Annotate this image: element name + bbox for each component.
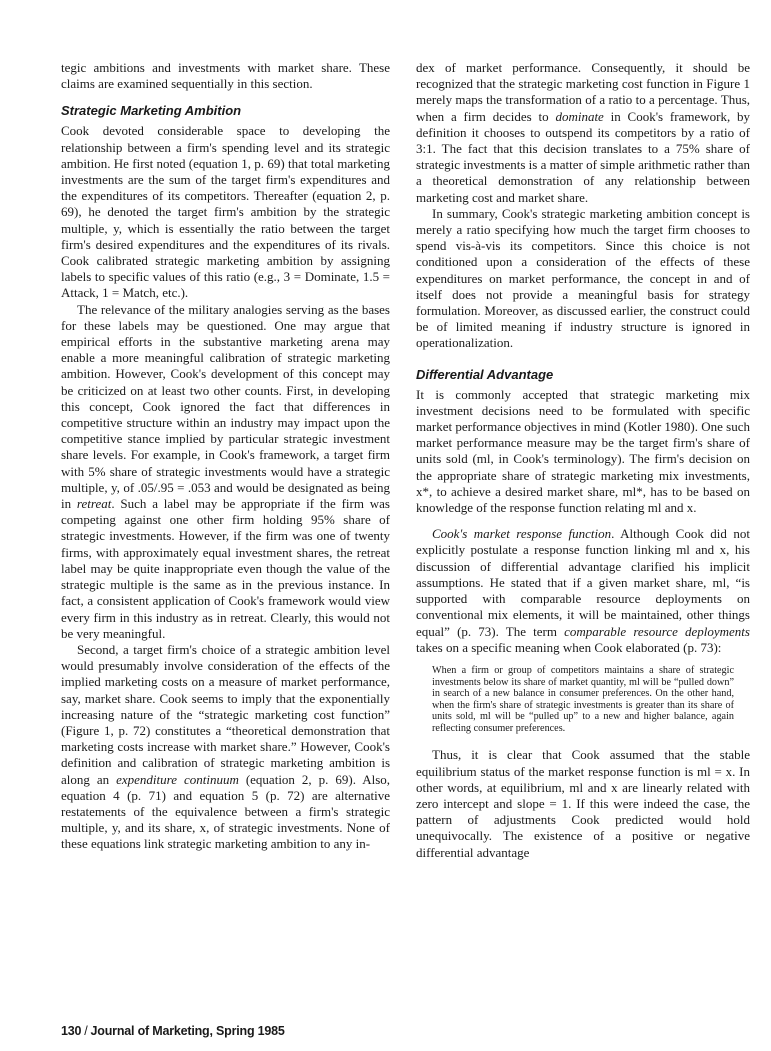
left-paragraph-2: Cook devoted considerable space to developing the relationship between a firm's spending level and its strategic ambition. He first noted (equation 1, p. 69) that total marketing investments are the sum of the target firm's expenditures and the expenditures of its competitors. Thereafter (equation 2, p. 69), he denoted the target firm's ambition by the strategic multiple, y, which is essentially the ratio between the target firm's desired expenditures and the expenditures of its rivals. Cook calibrated strategic marketing ambition by assigning labels to specific values of this ratio (e.g., 3 = Dominate, 1.5 = Attack, 1 = Match, etc.).: [61, 123, 390, 301]
right-paragraph-1: [416, 60, 750, 206]
block-quote: [432, 665, 734, 735]
text-run: dex of market performance. Consequently, it should be recognized that the strategic marketing cost function in Figure 1 merely maps the transformation of a ratio to a percentage. Thus, when a firm decides to: [416, 60, 750, 124]
section-heading-strategic-marketing-ambition: Strategic Marketing Ambition: [61, 103, 242, 119]
emphasis-expenditure-continuum: expenditure continuum: [116, 771, 239, 787]
left-paragraph-4: [61, 642, 390, 853]
text-run: Second, a target firm's choice of a strategic ambition level would presumably involve consideration of the effects of the implied marketing costs on a measure of market performance, say, market share. Cook seems to imply that the exponentially increasing nature of the “strategic marketing cost function” (Figure 1, p. 72) constitutes a “theoretical demonstration that marketing costs increase with market share.” However, Cook's definition and calibration of strategic marketing ambition is along an: [61, 641, 390, 787]
text-run: in Cook's framework, by definition it chooses to outspend its competitors by a ratio of 3:1. The fact that this decision translates to a 75% share of strategic investments is a matter of simple arithmetic rather than a theoretical demonstration of any relationship between marketing cost and market share.: [416, 108, 751, 205]
page-footer: [61, 1024, 285, 1038]
emphasis-comparable-resource-deployments: comparable resource deployments: [564, 623, 750, 639]
text-run: The relevance of the military analogies serving as the bases for these labels may be questioned. One may argue that empirical efforts in the substantive marketing arena may enable a more meaningful calibration of strategic marketing ambition. However, Cook's development of this concept may be criticized on at least two other counts. First, in developing this concept, Cook ignored the fact that differences in competitive structure within an industry may impact upon the competitive stance implied by particular strategic investment share levels. For example, in Cook's framework, a target firm with 5% share of strategic investments would have a strategic multiple, y, of .05/.95 = .053 and would be designated as being in: [61, 301, 390, 512]
text-run: . Such a label may be appropriate if the firm was competing against one other firm holding 95% share of strategic investments. However, if the firm was one of twenty firms, with approximately equal investment shares, the retreat label may be quite inappropriate even though the value of the strategic multiple is the same as in the previous instance. In fact, a consistent application of Cook's framework would view every firm in this industry as in retreat. Clearly, this would not be very meaningful.: [61, 496, 390, 641]
emphasis-dominate: dominate: [555, 108, 604, 124]
section-heading-differential-advantage: Differential Advantage: [416, 366, 554, 382]
right-column: [416, 60, 750, 861]
emphasis-response-function: Cook's market response function: [432, 526, 612, 542]
left-paragraph-3: [61, 302, 390, 642]
block-quote-text: When a firm or group of competitors maintains a share of strategic investments below its share of market quantity, ml will be “pulled down” in search of a new balance in consumer preferences. On the other hand, when the firm's share of strategic investments is greater than its share of units sold, ml will be “pulled up” to a new and higher balance, again reflecting consumer preferences.: [432, 664, 734, 734]
right-paragraph-2: In summary, Cook's strategic marketing ambition concept is merely a ratio specifying how much the target firm chooses to spend vis-à-vis its competitors. Since this choice is not conditioned upon a consideration of the effects of these expenditures on market performance, the concept in and of itself does not provide a meaningful basis for strategy formulation. Moreover, as discussed earlier, the construct could be of limited meaning if industry structure is ignored in operationalization.: [416, 205, 750, 351]
page-number: 130: [61, 1024, 82, 1038]
text-run: (equation 2, p. 69). Also, equation 4 (p. 71) and equation 5 (p. 72) are alternative restatements of the equivalence between a firm's strategic multiple, y, and its share, x, of strategic investments. None of these equations link strategic marketing ambition to any in-: [61, 771, 391, 852]
footer-separator-icon: /: [84, 1024, 88, 1038]
emphasis-retreat: retreat: [76, 496, 112, 512]
journal-name: Journal of Marketing, Spring 1985: [90, 1024, 285, 1038]
text-run: . Although Cook did not explicitly postulate a response function linking ml and x, his discussion of differential advantage clarified his implicit assumptions. He stated that if a given market share, ml, “is supported with comparable resource deployments on conventional mix elements, it will be maintained, other things equal” (p. 73). The term: [416, 526, 750, 639]
left-paragraph-1: tegic ambitions and investments with market share. These claims are examined sequentially in this section.: [61, 60, 390, 92]
right-paragraph-5: Thus, it is clear that Cook assumed that the stable equilibrium status of the market response function is ml = x. In other words, at equilibrium, ml and x are linearly related with zero intercept and slope = 1. If this were indeed the case, the pattern of adjustments Cook predicted would hold unequivocally. The existence of a positive or negative differential advantage: [416, 747, 750, 860]
right-paragraph-4: [416, 526, 750, 656]
left-column: [61, 60, 390, 853]
right-paragraph-3: It is commonly accepted that strategic marketing mix investment decisions need to be formulated with specific market performance objectives in mind (Kotler 1980). One such market performance measure may be the target firm's share of units sold (ml, in Cook's terminology). The firm's decision on the appropriate share of strategic marketing mix investments, x*, to achieve a desired market share, ml*, has to be based on knowledge of the response function relating ml and x.: [416, 386, 750, 516]
text-run: takes on a specific meaning when Cook elaborated (p. 73):: [416, 639, 722, 655]
